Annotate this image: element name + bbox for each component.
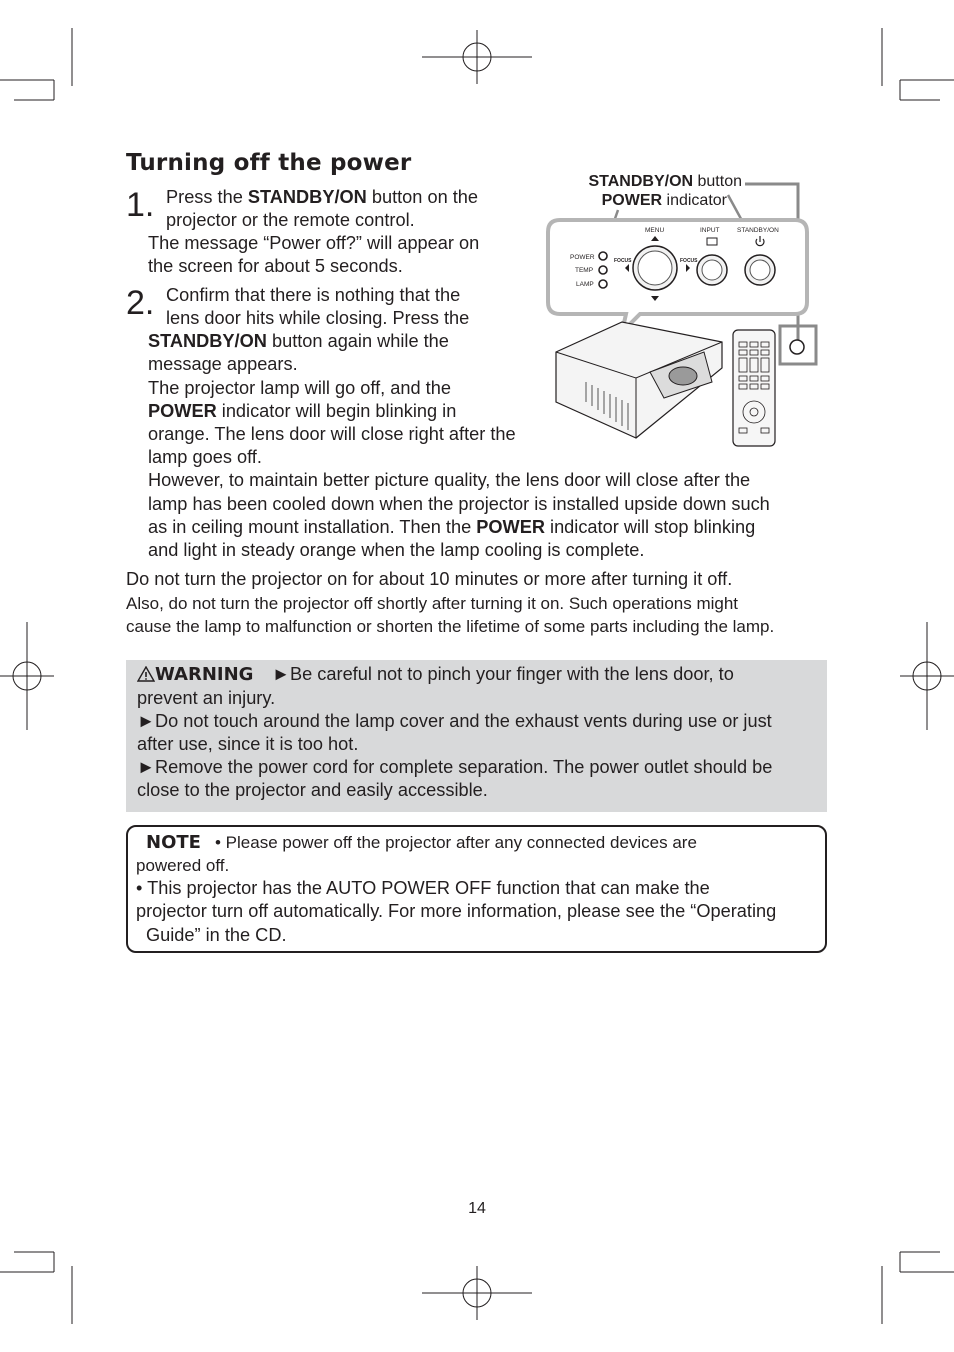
note-line-5: Guide” in the CD.: [146, 925, 287, 945]
step-2-line-4: message appears.: [148, 354, 298, 374]
note-line-1: • Please power off the projector after any connected devices are: [215, 833, 697, 852]
step-1-line-3: The message “Power off?” will appear on: [148, 233, 480, 253]
step-2-line-6: POWER indicator will begin blinking in: [148, 401, 457, 421]
warning-line-4: after use, since it is too hot.: [137, 734, 359, 754]
warning-line-3: ►Do not touch around the lamp cover and the exhaust vents during use or just: [137, 711, 772, 731]
step-2-line-5: The projector lamp will go off, and the: [148, 378, 451, 398]
warning-label: WARNING: [155, 664, 254, 685]
note-line-3: • This projector has the AUTO POWER OFF function that can make the: [136, 878, 710, 898]
warning-line-6: close to the projector and easily accessible.: [137, 780, 488, 800]
step-2-line-11: as in ceiling mount installation. Then the POWER indicator will stop blinking: [148, 517, 756, 537]
step-2-line-2: lens door hits while closing. Press the: [166, 308, 470, 328]
step-2-line-10: lamp has been cooled down when the projector is installed upside down such: [148, 494, 770, 514]
warning-triangle-icon: [137, 666, 155, 682]
warning-line-5: ►Remove the power cord for complete separation. The power outlet should be: [137, 757, 773, 777]
page-number: 14: [468, 1200, 486, 1217]
body-line-1: Do not turn the projector on for about 10 minutes or more after turning it off.: [126, 569, 733, 589]
step-2-number: 2.: [126, 284, 155, 322]
note-line-4: projector turn off automatically. For more information, please see the “Operating: [136, 901, 777, 921]
step-1-line-2: projector or the remote control.: [166, 210, 415, 230]
body-line-2: Also, do not turn the projector off shortly after turning it on. Such operations might: [126, 594, 739, 613]
step-2-line-3: STANDBY/ON button again while the: [148, 331, 449, 351]
projector-illustration: [540, 175, 830, 460]
step-2-line-8: lamp goes off.: [148, 447, 262, 467]
panel-menu-label: MENU: [645, 227, 665, 234]
note-line-2: powered off.: [136, 856, 230, 875]
step-2-line-1: Confirm that there is nothing that the: [166, 285, 461, 305]
step-2-line-9: However, to maintain better picture quality, the lens door will close after the: [148, 470, 751, 490]
power-indicator-callout: POWER indicator: [601, 192, 727, 209]
step-1-number: 1.: [126, 186, 155, 224]
panel-power-label: POWER: [570, 254, 595, 261]
standby-button-callout: STANDBY/ON button: [588, 173, 742, 190]
step-1-line-4: the screen for about 5 seconds.: [148, 256, 403, 276]
step-2-line-12: and light in steady orange when the lamp cooling is complete.: [148, 540, 645, 560]
page-title: Turning off the power: [126, 150, 412, 176]
note-label: NOTE: [146, 832, 201, 853]
step-1-line-1: Press the STANDBY/ON button on the: [166, 187, 479, 207]
body-line-3: cause the lamp to malfunction or shorten the lifetime of some parts including the lamp.: [126, 617, 775, 636]
panel-focus-left-label: FOCUS: [614, 258, 632, 264]
panel-standby-label: STANDBY/ON: [737, 227, 779, 234]
warning-line-2: prevent an injury.: [137, 688, 276, 708]
panel-input-label: INPUT: [700, 227, 720, 234]
warning-line-1: ►Be careful not to pinch your finger with the lens door, to: [272, 664, 734, 684]
panel-focus-right-label: FOCUS: [680, 258, 698, 264]
step-2-line-7: orange. The lens door will close right after the: [148, 424, 516, 444]
panel-lamp-label: LAMP: [576, 281, 594, 288]
panel-temp-label: TEMP: [575, 267, 594, 274]
